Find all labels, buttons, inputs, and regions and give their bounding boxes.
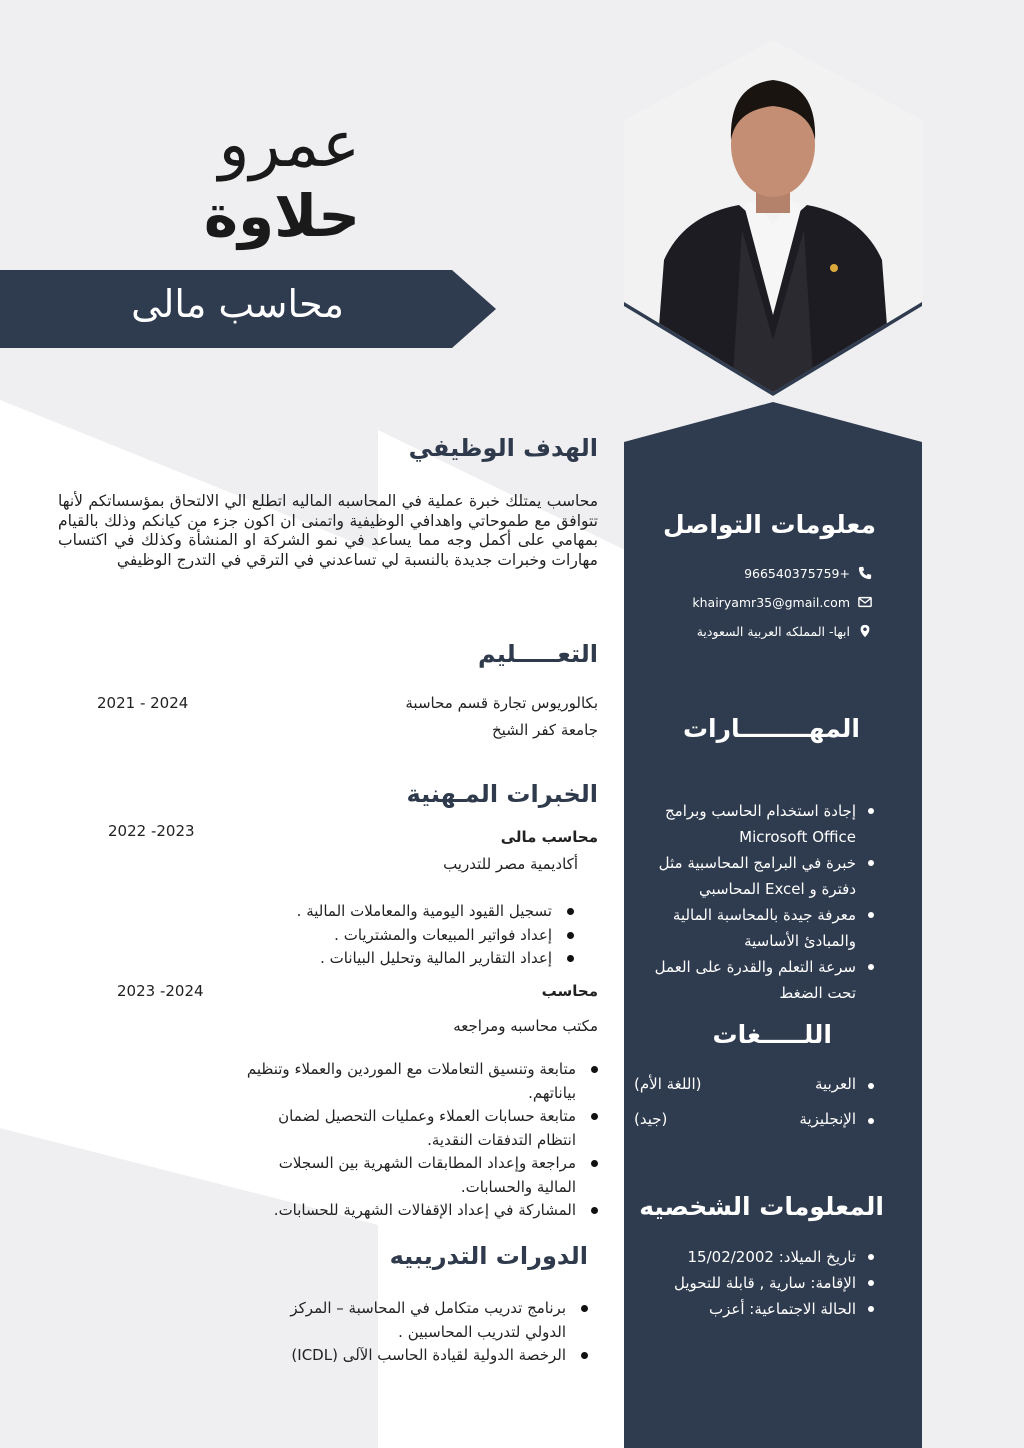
task-item: مراجعة وإعداد المطابقات الشهرية بين السجلات المالية والحسابات.: [238, 1152, 598, 1199]
education-degree: بكالوريوس تجارة قسم محاسبة: [405, 694, 598, 712]
education-dates: 2021 - 2024: [97, 694, 189, 712]
skill-item: خبرة في البرامج المحاسبية مثل دفترة و Excel المحاسبي: [634, 850, 874, 902]
course-item: الرخصة الدولية لقيادة الحاسب الآلى (ICDL): [278, 1344, 588, 1368]
job-dates: 2023 -2024: [117, 982, 204, 1000]
task-item: متابعة حسابات العملاء وعمليات التحصيل لضمان انتظام التدفقات النقدية.: [238, 1105, 598, 1152]
language-level: (جيد): [634, 1110, 668, 1128]
language-item: [634, 1110, 874, 1128]
first-name: عمرو: [218, 108, 360, 182]
language-name: العربية: [815, 1075, 856, 1093]
task-item: تسجيل القيود اليومية والمعاملات المالية .: [244, 900, 574, 924]
contact-email-text: khairyamr35@gmail.com: [692, 594, 850, 610]
skill-item: معرفة جيدة بالمحاسبة المالية والمبادئ الأساسية: [634, 902, 874, 954]
objective-heading: الهدف الوظيفي: [408, 434, 598, 462]
language-name: الإنجليزية: [799, 1110, 856, 1128]
last-name: حلاوة: [203, 182, 360, 250]
contact-location-text: ابها- المملكه العربية السعودية: [696, 623, 850, 639]
education-school: جامعة كفر الشيخ: [491, 721, 598, 739]
contact-phone[interactable]: [612, 562, 872, 584]
location-pin-icon: [858, 624, 872, 638]
task-item: المشاركة في إعداد الإقفالات الشهرية للحسابات.: [238, 1199, 598, 1223]
course-item: برنامج تدريب متكامل في المحاسبة – المركز الدولي لتدريب المحاسبين .: [278, 1297, 588, 1344]
job-dates: 2022 -2023: [108, 822, 195, 840]
objective-text: محاسب يمتلك خبرة عملية في المحاسبه الماليه اتطلع الي الالتحاق بمؤسساتكم لأنها تتوافق مع طموحاتي واهدافي الوظيفية واتمنى ان اكون جزء من كيانكم وذلك بالقيام بمهامي على أكمل وجه مما يساعد في نمو الشركة او المنشأة وكذلك في اكتساب مهارات وخبرات جديدة بالنسبة لي تساعدني في الترقي في التدرج الوظيفي: [58, 492, 598, 569]
skill-item: إجادة استخدام الحاسب وبرامج Microsoft Office: [634, 798, 874, 850]
contact-location: [612, 620, 872, 642]
skills-list: [634, 798, 874, 1006]
contact-phone-text: +966540375759: [744, 565, 850, 581]
personal-list: [634, 1244, 874, 1322]
phone-icon: [858, 566, 872, 580]
personal-heading: المعلومات الشخصيه: [639, 1192, 884, 1221]
job-title: محاسب مالى: [131, 282, 344, 326]
job-tasks: [238, 1058, 598, 1223]
job-title: محاسب مالى: [500, 828, 598, 846]
job-tasks: [244, 900, 574, 971]
language-item: [634, 1075, 874, 1093]
skills-heading: المهــــــــارات: [682, 714, 860, 743]
courses-heading: الدورات التدريبيه: [389, 1242, 588, 1270]
mail-icon: [858, 595, 872, 609]
personal-item: تاريخ الميلاد: 15/02/2002: [634, 1244, 874, 1270]
job-company: أكاديمية مصر للتدريب: [443, 855, 578, 873]
profile-photo: [624, 40, 922, 392]
personal-item: الإقامة: سارية , قابلة للتحويل: [634, 1270, 874, 1296]
languages-heading: اللـــــغات: [712, 1020, 832, 1049]
task-item: متابعة وتنسيق التعاملات مع الموردين والعملاء وتنظيم بياناتهم.: [238, 1058, 598, 1105]
task-item: إعداد التقارير المالية وتحليل البيانات .: [244, 947, 574, 971]
skill-item: سرعة التعلم والقدرة على العمل تحت الضغط: [634, 954, 874, 1006]
job-company: مكتب محاسبه ومراجعه: [453, 1017, 598, 1035]
contact-email[interactable]: [612, 591, 872, 613]
contact-heading: معلومات التواصل: [662, 510, 876, 539]
language-level: (اللغة الأم): [634, 1075, 702, 1093]
job-title: محاسب: [541, 982, 598, 1000]
education-heading: التعـــــليم: [477, 640, 598, 668]
experience-heading: الخبرات المـهنية: [406, 780, 598, 808]
courses-list: [278, 1297, 588, 1368]
task-item: إعداد فواتير المبيعات والمشتريات .: [244, 924, 574, 948]
personal-item: الحالة الاجتماعية: أعزب: [634, 1296, 874, 1322]
